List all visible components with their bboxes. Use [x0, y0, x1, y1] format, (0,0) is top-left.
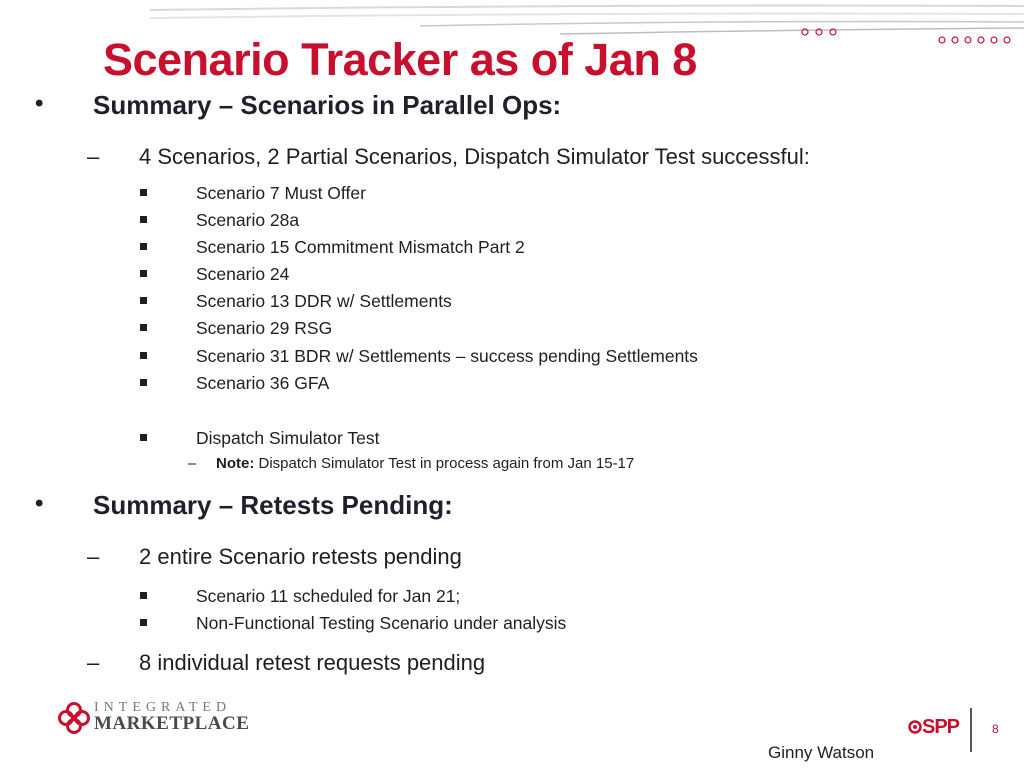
- spp-logo: [908, 714, 960, 742]
- sub-list-item-text: Scenario 29 RSG: [196, 318, 333, 338]
- note-label: Note:: [216, 455, 255, 472]
- logo-text-top: INTEGRATED: [94, 700, 232, 715]
- square-bullet-icon: [140, 379, 147, 386]
- square-bullet-icon: [140, 619, 147, 626]
- bullet-dash: –: [87, 544, 100, 569]
- square-bullet-icon: [140, 434, 147, 441]
- sub-list-item-text: Scenario 24: [196, 264, 290, 284]
- sub-list-item-text: Scenario 31 BDR w/ Settlements – success pending Settlements: [196, 346, 698, 366]
- sub-list-item-text: Scenario 7 Must Offer: [196, 183, 366, 203]
- slide-title: Scenario Tracker as of Jan 8: [103, 34, 697, 85]
- square-bullet-icon: [140, 352, 147, 359]
- spp-logo-text: SPP: [922, 716, 960, 738]
- page-number: 8: [992, 722, 999, 736]
- square-bullet-icon: [140, 243, 147, 250]
- marketplace-emblem-icon: [58, 702, 90, 734]
- spp-swirl-icon: [908, 720, 922, 734]
- bullet-dash: –: [188, 455, 197, 472]
- sub-list-item-text: Scenario 11 scheduled for Jan 21;: [196, 586, 461, 606]
- bullet-dot: •: [35, 90, 44, 117]
- sub-list-item-text: Scenario 15 Commitment Mismatch Part 2: [196, 237, 525, 257]
- list-item-text: 2 entire Scenario retests pending: [139, 544, 462, 569]
- square-bullet-icon: [140, 216, 147, 223]
- section-heading-text: Summary – Scenarios in Parallel Ops:: [93, 90, 562, 120]
- sub-list-item-text: Scenario 36 GFA: [196, 373, 330, 393]
- integrated-marketplace-logo: [58, 700, 248, 736]
- list-item-text: 4 Scenarios, 2 Partial Scenarios, Dispatch Simulator Test successful:: [139, 144, 810, 169]
- square-bullet-icon: [140, 189, 147, 196]
- note-text: Dispatch Simulator Test in process again from Jan 15-17: [258, 455, 635, 472]
- bullet-dash: –: [87, 144, 100, 169]
- section-heading-text: Summary – Retests Pending:: [93, 490, 453, 520]
- note-text-wrapper: [216, 455, 634, 472]
- sub-list-item-text: Non-Functional Testing Scenario under analysis: [196, 613, 567, 633]
- footer-divider: [970, 708, 972, 752]
- square-bullet-icon: [140, 592, 147, 599]
- presenter-name: Ginny Watson: [768, 743, 875, 762]
- logo-text-bottom: MARKETPLACE: [94, 713, 250, 734]
- sub-list-item-text: Scenario 28a: [196, 210, 300, 230]
- list-item-text: 8 individual retest requests pending: [139, 650, 486, 675]
- square-bullet-icon: [140, 297, 147, 304]
- square-bullet-icon: [140, 270, 147, 277]
- square-bullet-icon: [140, 324, 147, 331]
- bullet-dash: –: [87, 650, 100, 675]
- sub-list-item-text: Scenario 13 DDR w/ Settlements: [196, 291, 452, 311]
- sub-list-item-text: Dispatch Simulator Test: [196, 428, 380, 448]
- bullet-dot: •: [35, 490, 44, 517]
